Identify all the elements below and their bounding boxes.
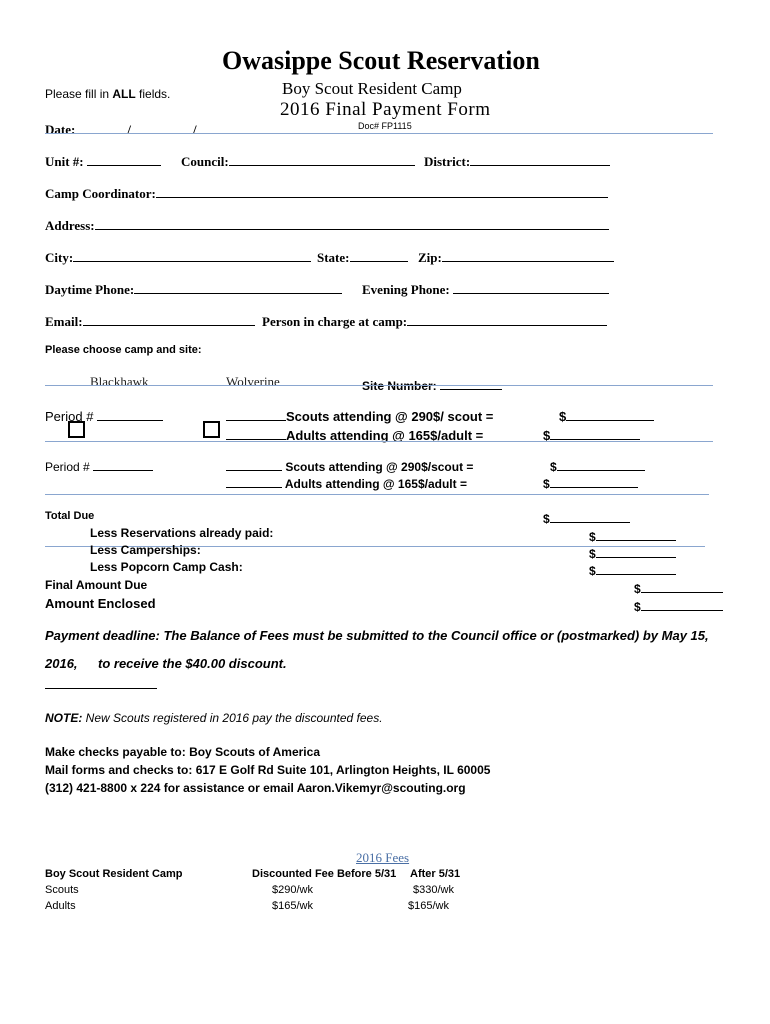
contact-phone-email: (312) 421-8800 x 224 for assistance or email Aaron.Vikemyr@scouting.org <box>45 781 466 795</box>
page-title: Owasippe Scout Reservation <box>222 46 540 75</box>
period-2-field[interactable]: Period # <box>45 456 153 474</box>
period-2-adults-amount[interactable]: $ <box>543 473 638 491</box>
instructions: Please fill in ALL fields. <box>45 87 171 101</box>
divider <box>45 133 713 134</box>
camp-subtitle: Boy Scout Resident Camp <box>282 79 462 98</box>
camp-option-wolverine[interactable]: Wolverine <box>226 374 280 389</box>
amount-enclosed-label: Amount Enclosed <box>45 596 156 611</box>
total-due-amount[interactable]: $ <box>543 508 630 526</box>
email-field[interactable]: Email: <box>45 311 255 330</box>
period-1-adults-field[interactable]: Adults attending @ 165$/adult = <box>226 425 483 443</box>
fees-col-before: Discounted Fee Before 5/31 <box>252 868 397 880</box>
council-field[interactable]: Council: <box>181 151 415 170</box>
address-field[interactable]: Address: <box>45 215 609 234</box>
unit-field[interactable]: Unit #: <box>45 151 161 170</box>
payment-deadline-discount: to receive the $40.00 discount. <box>98 656 287 671</box>
less-reservations-amount[interactable]: $ <box>589 526 676 544</box>
period-2-adults-field[interactable]: Adults attending @ 165$/adult = <box>226 473 467 491</box>
less-camperships-amount[interactable]: $ <box>589 543 676 561</box>
checks-payable: Make checks payable to: Boy Scouts of America <box>45 745 320 759</box>
total-due-label: Total Due <box>45 510 95 522</box>
less-popcorn-amount[interactable]: $ <box>589 560 676 578</box>
form-title: 2016 Final Payment Form <box>280 99 491 120</box>
daytime-phone-field[interactable]: Daytime Phone: <box>45 279 342 298</box>
divider <box>45 441 713 442</box>
date-label: Date: <box>45 122 76 137</box>
fees-row-label: Scouts <box>45 884 79 896</box>
city-field[interactable]: City: <box>45 247 311 266</box>
mail-address: Mail forms and checks to: 617 E Golf Rd Suite 101, Arlington Heights, IL 60005 <box>45 763 491 777</box>
wolverine-checkbox[interactable] <box>203 421 220 438</box>
final-amount-value[interactable]: $ <box>634 578 723 596</box>
divider <box>45 494 709 495</box>
evening-phone-field[interactable]: Evening Phone: <box>362 279 609 298</box>
fees-row-after: $330/wk <box>413 884 454 896</box>
camp-coordinator-field[interactable]: Camp Coordinator: <box>45 183 608 202</box>
fees-row-before: $165/wk <box>272 900 313 912</box>
less-popcorn-label: Less Popcorn Camp Cash: <box>90 560 243 574</box>
payment-deadline: Payment deadline: The Balance of Fees must be submitted to the Council office or (postmarked) by May 15, <box>45 628 709 643</box>
camp-option-blackhawk[interactable]: Blackhawk <box>90 374 149 389</box>
less-camperships-label: Less Camperships: <box>90 543 201 557</box>
note: NOTE: New Scouts registered in 2016 pay the discounted fees. <box>45 711 383 725</box>
period-1-field[interactable]: Period # <box>45 406 163 424</box>
fees-col-label: Boy Scout Resident Camp <box>45 868 183 880</box>
fees-row-label: Adults <box>45 900 76 912</box>
doc-number: Doc# FP1115 <box>358 121 412 131</box>
signature-line <box>45 688 157 689</box>
divider <box>45 385 713 386</box>
fees-row-after: $165/wk <box>408 900 449 912</box>
period-1-scouts-field[interactable]: Scouts attending @ 290$/ scout = <box>226 406 493 424</box>
person-in-charge-field[interactable]: Person in charge at camp: <box>262 311 607 330</box>
final-amount-label: Final Amount Due <box>45 578 148 592</box>
fees-row-before: $290/wk <box>272 884 313 896</box>
site-number-field[interactable]: Site Number: <box>362 375 502 393</box>
state-field[interactable]: State: <box>317 247 408 266</box>
zip-field[interactable]: Zip: <box>418 247 614 266</box>
less-reservations-label: Less Reservations already paid: <box>90 526 274 540</box>
fees-col-after: After 5/31 <box>410 868 461 880</box>
date-field[interactable]: Date: / / <box>45 119 255 138</box>
payment-deadline-year: 2016, <box>45 656 78 671</box>
period-1-scouts-amount[interactable]: $ <box>559 406 654 424</box>
blackhawk-checkbox[interactable] <box>68 421 85 438</box>
amount-enclosed-value[interactable]: $ <box>634 596 723 614</box>
fees-heading: 2016 Fees <box>356 850 410 865</box>
district-field[interactable]: District: <box>424 151 610 170</box>
period-2-scouts-amount[interactable]: $ <box>550 456 645 474</box>
period-1-adults-amount[interactable]: $ <box>543 425 640 443</box>
choose-camp-label: Please choose camp and site: <box>45 344 202 356</box>
period-2-scouts-field[interactable]: Scouts attending @ 290$/scout = <box>226 456 473 474</box>
